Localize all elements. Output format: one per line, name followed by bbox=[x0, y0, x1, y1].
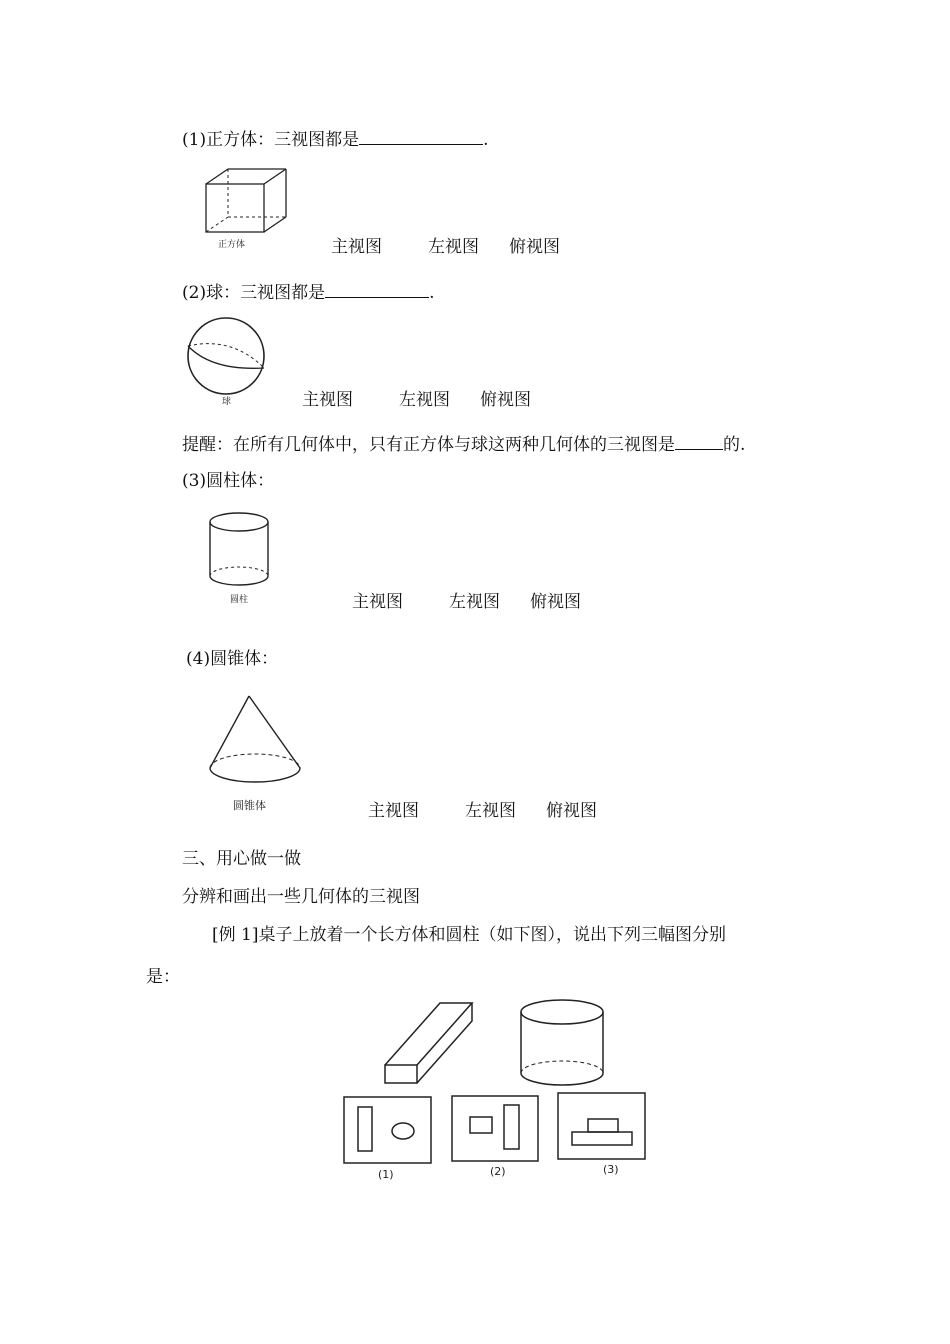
cylinder-figure bbox=[200, 508, 280, 608]
reminder-text: 提醒：在所有几何体中，只有正方体与球这两种几何体的三视图是 bbox=[182, 435, 675, 455]
view-2 bbox=[452, 1096, 538, 1161]
reminder-end: 的. bbox=[723, 435, 746, 455]
section-heading: 三、用心做一做 bbox=[182, 849, 301, 869]
answer-blank[interactable] bbox=[359, 127, 483, 145]
cube-caption: 正方体 bbox=[218, 240, 246, 250]
cylinder-view-labels bbox=[352, 591, 581, 613]
example-line-2: 是： bbox=[146, 967, 180, 987]
sphere-question-text: (2)球：三视图都是 bbox=[182, 283, 326, 303]
left-view-label: 左视图 bbox=[399, 390, 450, 410]
cube-question-text: (1)正方体：三视图都是 bbox=[182, 130, 360, 150]
sphere-view-labels bbox=[302, 389, 531, 411]
left-view-label: 左视图 bbox=[449, 592, 500, 612]
top-view-label: 俯视图 bbox=[509, 237, 560, 257]
top-view-label: 俯视图 bbox=[480, 390, 531, 410]
front-view-label: 主视图 bbox=[352, 592, 403, 612]
front-view-label: 主视图 bbox=[302, 390, 353, 410]
cone-figure bbox=[200, 690, 310, 820]
view-label-2: (2) bbox=[490, 1165, 506, 1178]
example-figure bbox=[330, 995, 675, 1185]
view-label-3: (3) bbox=[603, 1163, 619, 1176]
cylinder-drawing bbox=[521, 1000, 603, 1085]
cone-view-labels bbox=[368, 800, 597, 822]
cube-question-end: . bbox=[483, 130, 489, 150]
answer-blank[interactable] bbox=[675, 432, 723, 450]
top-view-label: 俯视图 bbox=[530, 592, 581, 612]
view-label-1: (1) bbox=[378, 1168, 394, 1181]
view-1 bbox=[344, 1097, 431, 1163]
view-3 bbox=[558, 1093, 645, 1159]
sphere-question-end: . bbox=[429, 283, 435, 303]
answer-blank[interactable] bbox=[325, 280, 429, 298]
reminder bbox=[182, 432, 745, 456]
cone-caption: 圆锥体 bbox=[233, 799, 266, 812]
cylinder-question: (3)圆柱体： bbox=[182, 471, 275, 491]
example-line-1: [例 1]桌子上放着一个长方体和圆柱（如下图），说出下列三幅图分别 bbox=[212, 925, 726, 945]
cube-view-labels bbox=[331, 236, 560, 258]
cone-question: (4)圆锥体： bbox=[186, 649, 279, 669]
left-view-label: 左视图 bbox=[465, 801, 516, 821]
section-subheading: 分辨和画出一些几何体的三视图 bbox=[182, 887, 420, 907]
cube-question bbox=[182, 127, 489, 151]
front-view-label: 主视图 bbox=[368, 801, 419, 821]
sphere-caption: 球 bbox=[222, 397, 232, 407]
left-view-label: 左视图 bbox=[428, 237, 479, 257]
sphere-figure bbox=[182, 316, 277, 408]
cube-figure bbox=[196, 164, 306, 254]
front-view-label: 主视图 bbox=[331, 237, 382, 257]
cylinder-caption: 圆柱 bbox=[230, 595, 249, 605]
cuboid-drawing bbox=[385, 1003, 472, 1083]
top-view-label: 俯视图 bbox=[546, 801, 597, 821]
sphere-question bbox=[182, 280, 435, 304]
